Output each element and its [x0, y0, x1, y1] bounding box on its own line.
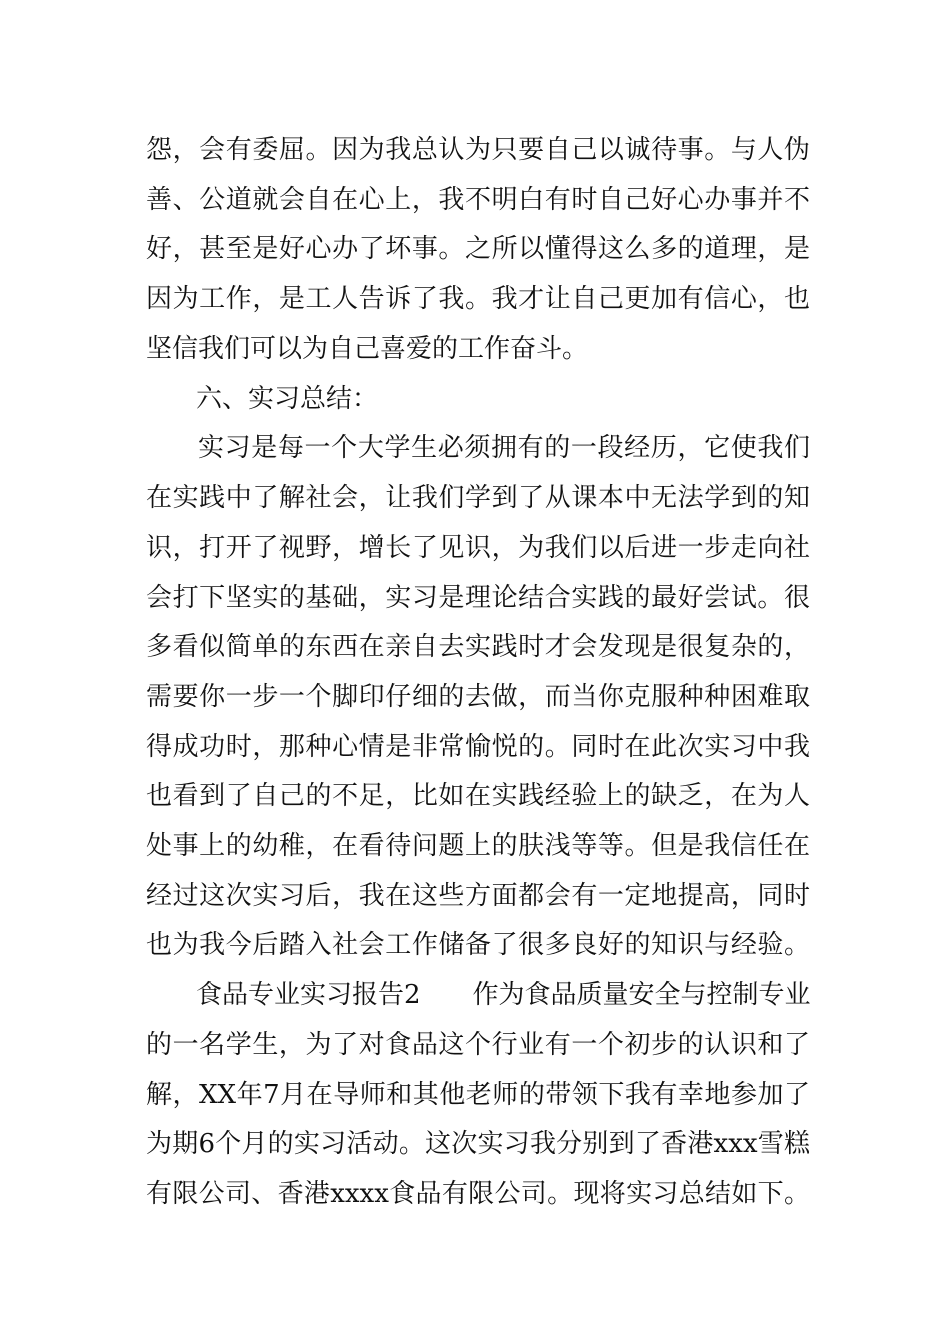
body-text-line: 有限公司、香港xxxx食品有限公司。现将实习总结如下。: [146, 1179, 810, 1209]
body-text-line: 经过这次实习后，我在这些方面都会有一定地提高，同时: [146, 881, 810, 911]
body-text-line: 食品专业实习报告2 作为食品质量安全与控制专业: [196, 980, 811, 1010]
body-text-line: 怨，会有委屈。因为我总认为只要自己以诚待事。与人伪: [146, 135, 810, 165]
body-text-line: 多看似简单的东西在亲自去实践时才会发现是很复杂的，: [146, 632, 810, 662]
body-text-line: 处事上的幼稚，在看待问题上的肤浅等等。但是我信任在: [146, 831, 810, 861]
body-text-line: 解，XX年7月在导师和其他老师的带领下我有幸地参加了: [146, 1080, 810, 1110]
body-text-line: 为期6个月的实习活动。这次实习我分别到了香港xxx雪糕: [146, 1129, 810, 1159]
body-text-line: 会打下坚实的基础，实习是理论结合实践的最好尝试。很: [146, 583, 810, 613]
section-heading: 六、实习总结：: [196, 384, 379, 414]
body-text-line: 识，打开了视野，增长了见识，为我们以后进一步走向社: [146, 533, 810, 563]
body-text-line: 实习是每一个大学生必须拥有的一段经历，它使我们: [198, 433, 810, 463]
body-text-line: 也为我今后踏入社会工作储备了很多良好的知识与经验。: [146, 930, 810, 960]
body-text-line: 的一名学生，为了对食品这个行业有一个初步的认识和了: [146, 1030, 810, 1060]
body-text-line: 也看到了自己的不足，比如在实践经验上的缺乏，在为人: [146, 781, 810, 811]
body-text-line: 坚信我们可以为自己喜爱的工作奋斗。: [146, 334, 589, 364]
body-text-line: 需要你一步一个脚印仔细的去做，而当你克服种种困难取: [146, 682, 810, 712]
body-text-line: 在实践中了解社会，让我们学到了从课本中无法学到的知: [146, 483, 810, 513]
body-text-line: 好，甚至是好心办了坏事。之所以懂得这么多的道理，是: [146, 234, 810, 264]
body-text-line: 善、公道就会自在心上，我不明白有时自己好心办事并不: [146, 185, 810, 215]
body-text-line: 因为工作，是工人告诉了我。我才让自己更加有信心，也: [146, 284, 810, 314]
body-text-line: 得成功时，那种心情是非常愉悦的。同时在此次实习中我: [146, 732, 810, 762]
